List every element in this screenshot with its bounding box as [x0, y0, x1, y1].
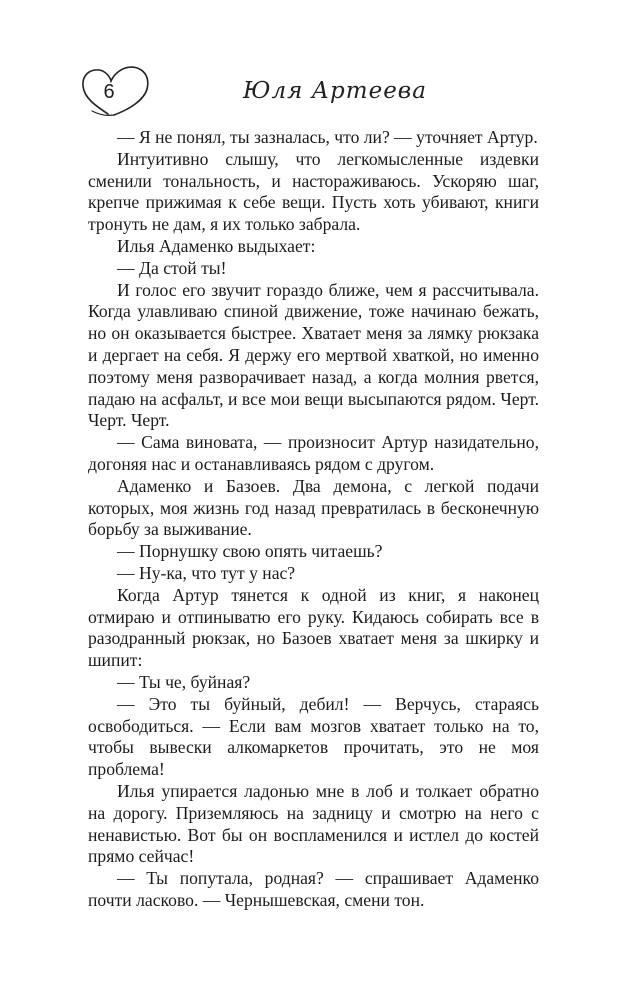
page-number: 6 — [103, 81, 115, 103]
paragraph: — Ты попутала, родная? — спрашивает Адаменко почти ласково. — Чернышевская, смени тон. — [88, 868, 539, 910]
author-name: Юля Артеева — [243, 78, 427, 104]
paragraph: Илья Адаменко выдыхает: — [117, 235, 316, 256]
paragraph: Илья упирается ладонью мне в лоб и толкает обратно на дорогу. Приземляюсь на задницу и смотрю на него с ненавистью. Вот бы он воспламенился и истлел до костей прямо сейчас! — [88, 780, 539, 867]
paragraph: — Ты че, буйная? — [117, 671, 251, 692]
page-header — [78, 58, 558, 118]
paragraph: Адаменко и Базоев. Два демона, с легкой подачи которых, моя жизнь год назад превратилась в бесконечную борьбу за выживание. — [88, 475, 539, 540]
paragraph: — Сама виновата, — произносит Артур назидательно, догоняя нас и останавливаясь рядом с другом. — [88, 432, 539, 474]
paragraph: И голос его звучит гораздо ближе, чем я рассчитывала. Когда улавливаю спиной движение, тоже начинаю бежать, но он оказывается быстрее. Хватает меня за лямку рюкзака и дергает на себя. Я держу его мертвой хваткой, но именно поэтому меня разворачивает назад, а когда молния рвется, падаю на асфальт, и все мои вещи высыпаются рядом. Черт. Черт. Черт. — [88, 279, 539, 431]
paragraph: — Это ты буйный, дебил! — Верчусь, стараясь освободиться. — Если вам мозгов хватает только на то, чтобы вывески алкомаркетов прочитать, это не моя проблема! — [88, 693, 539, 780]
paragraph: Когда Артур тянется к одной из книг, я наконец отмираю и отпиныватю его руку. Кидаюсь собирать все в разодранный рюкзак, но Базоев хватает меня за шкирку и шипит: — [88, 584, 539, 671]
body-text — [88, 127, 539, 912]
paragraph: — Да стой ты! — [117, 257, 227, 278]
paragraph: — Ну-ка, что тут у нас? — [117, 562, 296, 583]
paragraph: — Я не понял, ты зазналась, что ли? — уточняет Артур. — [117, 127, 538, 147]
paragraph: — Порнушку свою опять читаешь? — [117, 541, 383, 562]
paragraph: Интуитивно слышу, что легкомысленные издевки сменили тональность, и настораживаюсь. Ускоряю шаг, крепче прижимая к себе вещи. Пусть хоть убивают, книги тронуть не дам, я их только забрала. — [88, 148, 539, 235]
